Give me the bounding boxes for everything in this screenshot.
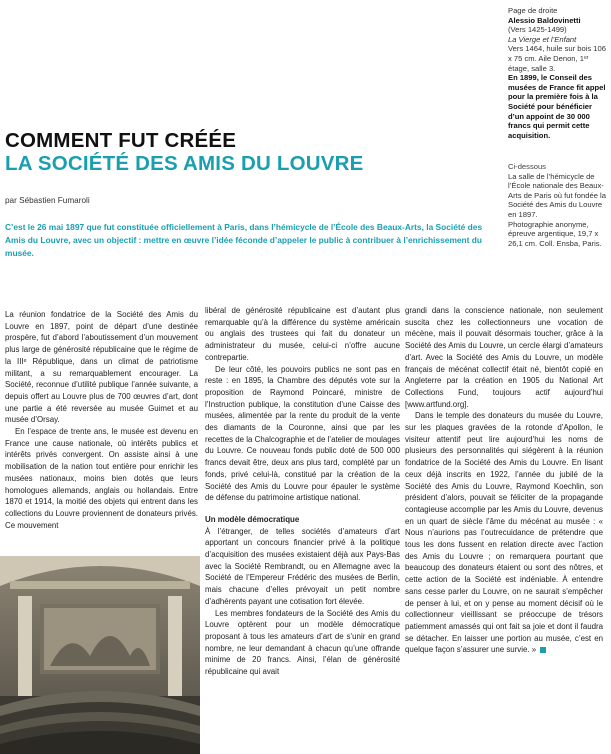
caption-artist-dates: (Vers 1425-1499) xyxy=(508,25,567,35)
caption-top xyxy=(508,6,608,140)
column-2 xyxy=(205,305,400,678)
paragraph xyxy=(405,410,603,656)
paragraph: La réunion fondatrice de la Société des Amis du Louvre en 1897, point de départ d’une destinée prospère, fut d’abord l’aboutissement d’un mouvement plus large de générosité républicaine que le régime de la IIIᵉ République, dans un climat de patriotisme militant, a su remarquablement encourager. La Société, reconnue d’utilité publique l’année suivante, a depuis offert au Louvre plus de 700 œuvres d’art, dont une partie a été reversée au musée Guimet et au musée d’Orsay. xyxy=(5,310,198,425)
caption-position-label: Ci-dessous xyxy=(508,162,546,171)
headline-line-1: COMMENT FUT CRÉÉE xyxy=(5,129,237,152)
caption-bottom xyxy=(508,162,608,248)
caption-work-title: La Vierge et l’Enfant xyxy=(508,34,577,44)
caption-position-label: Page de droite xyxy=(508,6,558,15)
caption-text: La salle de l’hémicycle de l’École nationale des Beaux-Arts de Paris où fut fondée la Société des Amis du Louvre en 1897. xyxy=(508,171,606,219)
column-1 xyxy=(5,309,198,531)
paragraph: libéral de générosité républicaine est d’autant plus remarquable qu’à la différence du système américain ou anglais des trustees qui fait du donateur un administrateur du musée, celui-ci n’offre aucune contrepartie. xyxy=(205,306,400,362)
caption-highlight: En 1899, le Conseil des musées de France fit appel pour la première fois à la Société pour bénéficier d’un appoint de 30 000 francs qui permit cette acquisition. xyxy=(508,73,606,140)
paragraph: En l’espace de trente ans, le musée est devenu en France une cause nationale, où intérêts publics et intérêts privés convergent. On assiste ainsi à une mobilisation de la nation tout entière pour enrichir les musées nationaux, moins bien dotés que leurs homologues allemands, anglais ou hollandais. Entre 1870 et 1914, la moitié des objets qui entrent dans les collections du Louvre proviennent de donateurs privés. Ce mouvement xyxy=(5,427,198,530)
paragraph: De leur côté, les pouvoirs publics ne sont pas en reste : en 1895, la Chambre des députés vote sur la proposition de Raymond Poincaré, ministre de l’Instruction publique, la constitution d’une Caisse des musées, alimentée par la rente du produit de la vente des diamants de la Couronne, ainsi que par les recettes de la Chalcographie et de l’atelier de moulages du Louvre. Ce nouveau fonds public doté de 500 000 francs devait être, deux ans plus tard, complété par un fonds, privé celui-là, constitué par la création de la Société des Amis du Louvre pour épauler le système de défense du patrimoine artistique national. xyxy=(205,364,400,503)
paragraph: Les membres fondateurs de la Société des Amis du Louvre optèrent pour un modèle démocratique proposant à tous les amateurs d’art de s’unir en grand nombre, ne leur demandant à chacun qu’une offrande minime de 20 francs. Ainsi, l’élan de générosité républicaine qui avait xyxy=(205,608,400,677)
paragraph: À l’étranger, de telles sociétés d’amateurs d’art apportant un concours financier privé à la politique d’acquisition des musées existaient déjà aux Pays-Bas avec la Société Rembrandt, ou en Allemagne avec la Société de l’Empereur Frédéric des musées de Berlin, mais chacune d’elles prévoyait un petit nombre d’adhérents payant une cotisation fort élevée. xyxy=(205,526,400,606)
end-of-article-mark xyxy=(540,647,546,653)
paragraph: grandi dans la conscience nationale, non seulement suscita chez les collectionneurs une vocation de mécène, mais il pouvait désormais toucher, grâce à la Société des Amis du Louvre, un cercle élargi d’amateurs d’art. Avec la Société des Amis du Louvre, un modèle français de mécénat collectif était né, bientôt copié en Angleterre par la création en 1905 du National Art Collections Fund, toujours actif aujourd’hui [www.artfund.org]. xyxy=(405,306,603,409)
subheading: Un modèle démocratique xyxy=(205,514,300,524)
byline: par Sébastien Fumaroli xyxy=(5,196,90,205)
headline-line-2: LA SOCIÉTÉ DES AMIS DU LOUVRE xyxy=(5,152,364,175)
caption-artist: Alessio Baldovinetti xyxy=(508,15,581,25)
lede: C’est le 26 mai 1897 que fut constituée officiellement à Paris, dans l’hémicycle de l’École des Beaux-Arts, la Société des Amis du Louvre, avec un objectif : mettre en œuvre l’idée féconde d’appeler le public à contribuer à l’enrichissement du musée. xyxy=(5,222,483,258)
column-3 xyxy=(405,305,603,656)
caption-details: Vers 1464, huile sur bois 106 x 75 cm. Aile Denon, 1ᵉʳ étage, salle 3. xyxy=(508,44,606,73)
caption-credit: Photographie anonyme, épreuve argentique, 19,7 x 26,1 cm. Coll. Ensba, Paris. xyxy=(508,219,602,248)
hemicycle-photo xyxy=(0,556,200,754)
paragraph-text: Dans le temple des donateurs du musée du Louvre, sur les plaques gravées de la rotonde d’Apollon, le visiteur attentif peut lire aujourd’hui les noms de plusieurs des personnalités qui siégèrent à la réunion fondatrice de la Société des Amis du Louvre. En lisant ceux déjà inscrits en 1922, l’année du jubilé de la Société des Amis du Louvre, Raymond Koechlin, son président d’alors, pouvait se féliciter de la propagande contagieuse accomplie par les Amis du Louvre, devenus en un quart de siècle l’âme du mécénat au musée : « Nous n’aurions pas l’outrecuidance de prétendre que tous les dons fussent en relation directe avec l’action des Amis du Louvre ; on remarquera pourtant que beaucoup des donateurs étaient ou sont des nôtres, et cette action de la Société est indéniable. À entendre sans cesse parler du Louvre, on ne saurait s’empêcher de penser à lui, et on y pense au moment décisif où le collectionneur vieillissant se préoccupe de trésors patiemment amassés qui ont fait sa joie et dont il faudra se détacher. En laisser une portion au musée, c’est en quelque façon s’assurer une survie. » xyxy=(405,411,603,655)
